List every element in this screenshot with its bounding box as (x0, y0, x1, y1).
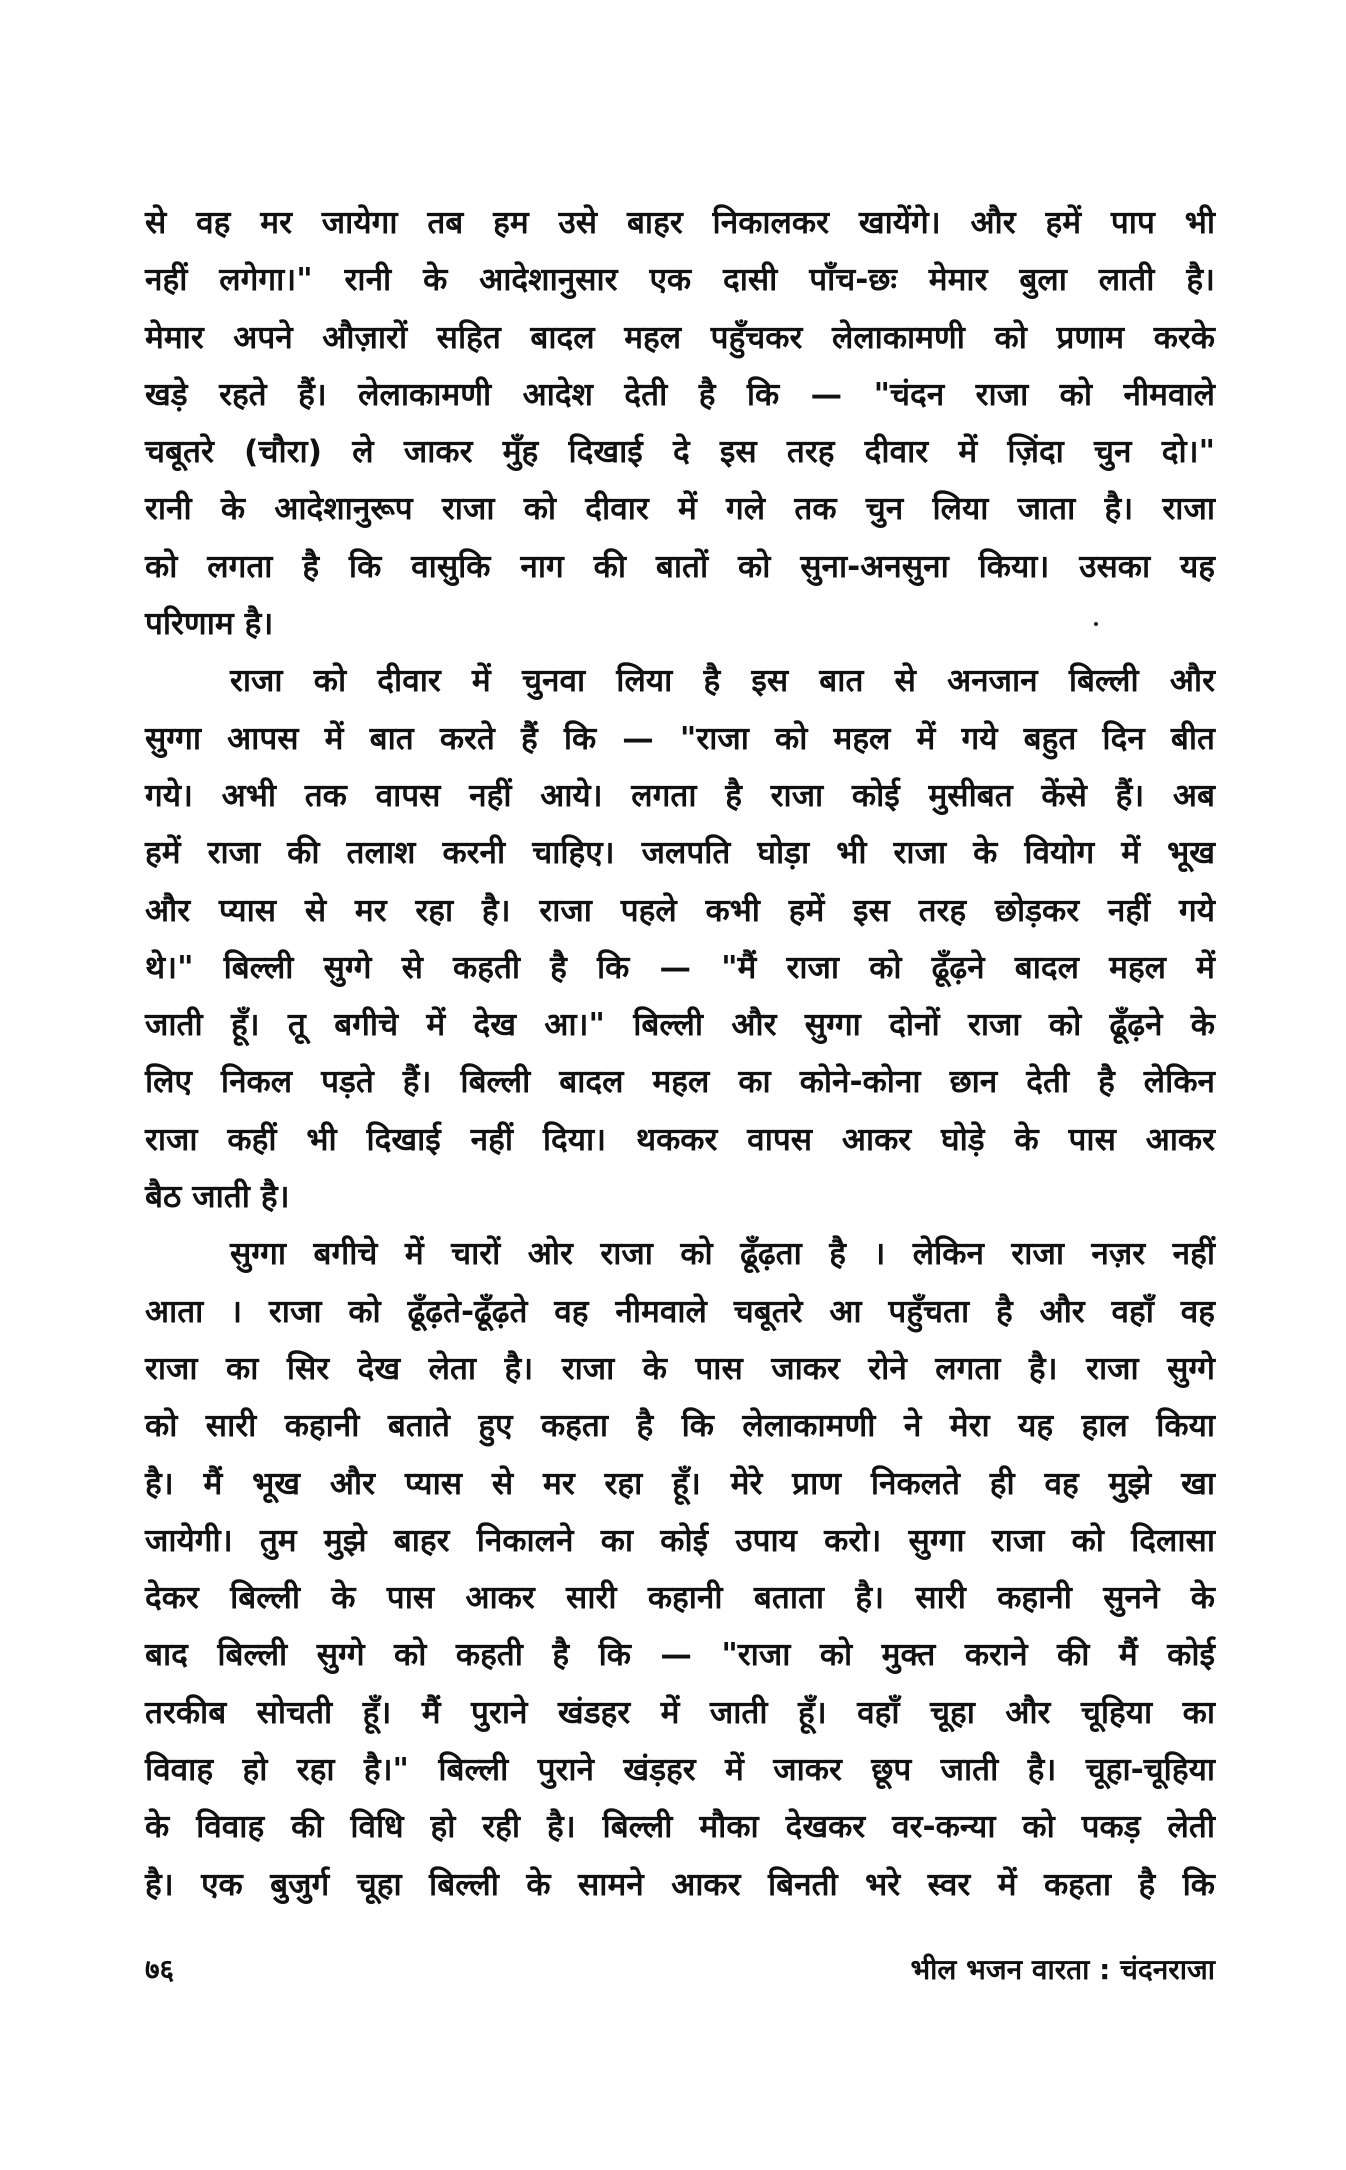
text-line: नहीं लगेगा।" रानी के आदेशानुसार एक दासी पाँच-छः मेमार बुला लाती है। (145, 262, 1215, 299)
text-line: और प्यास से मर रहा है। राजा पहले कभी हमें इस तरह छोड़कर नहीं गये (145, 892, 1215, 929)
text-line: लिए निकल पड़ते हैं। बिल्ली बादल महल का कोने-कोना छान देती है लेकिन (145, 1064, 1215, 1101)
text-line: आता । राजा को ढूँढ़ते-ढूँढ़ते वह नीमवाले चबूतरे आ पहुँचता है और वहाँ वह (145, 1293, 1215, 1330)
text-line: थे।" बिल्ली सुग्गे से कहती है कि — "मैं राजा को ढूँढ़ने बादल महल में (145, 949, 1215, 986)
text-line: सुग्गा बगीचे में चारों ओर राजा को ढूँढ़ता है । लेकिन राजा नज़र नहीं (230, 1236, 1215, 1273)
paragraph-3 (145, 1226, 1215, 1914)
text-line: को सारी कहानी बताते हुए कहता है कि लेलाकामणी ने मेरा यह हाल किया (145, 1408, 1215, 1445)
text-line: सुग्गा आपस में बात करते हैं कि — "राजा को महल में गये बहुत दिन बीत (145, 720, 1215, 757)
text-line: जायेगी। तुम मुझे बाहर निकालने का कोई उपाय करो। सुग्गा राजा को दिलासा (145, 1522, 1215, 1559)
text-line: है। एक बुजुर्ग चूहा बिल्ली के सामने आकर बिनती भरे स्वर में कहता है कि (145, 1866, 1215, 1903)
text-line: चबूतरे (चौरा) ले जाकर मुँह दिखाई दे इस तरह दीवार में ज़िंदा चुन दो।" (145, 434, 1215, 471)
text-line: से वह मर जायेगा तब हम उसे बाहर निकालकर खायेंगे। और हमें पाप भी (145, 205, 1215, 241)
text-line: राजा का सिर देख लेता है। राजा के पास जाकर रोने लगता है। राजा सुग्गे (145, 1350, 1215, 1387)
text-line: मेमार अपने औज़ारों सहित बादल महल पहुँचकर लेलाकामणी को प्रणाम करके (145, 319, 1215, 356)
text-line: खड़े रहते हैं। लेलाकामणी आदेश देती है कि — "चंदन राजा को नीमवाले (145, 376, 1215, 413)
text-line: राजा कहीं भी दिखाई नहीं दिया। थककर वापस आकर घोड़े के पास आकर (145, 1121, 1215, 1158)
text-line: है। मैं भूख और प्यास से मर रहा हूँ। मेरे प्राण निकलते ही वह मुझे खा (145, 1465, 1215, 1502)
page-footer (145, 1945, 1215, 1995)
page-number: ७६ (145, 1953, 175, 1986)
text-line: देकर बिल्ली के पास आकर सारी कहानी बताता है। सारी कहानी सुनने के (145, 1580, 1215, 1617)
text-line: बाद बिल्ली सुग्गे को कहती है कि — "राजा को मुक्त कराने की मैं कोई (145, 1637, 1215, 1674)
text-line: परिणाम है। (145, 606, 274, 643)
text-line: हमें राजा की तलाश करनी चाहिए। जलपति घोड़ा भी राजा के वियोग में भूख (145, 835, 1215, 872)
text-line: को लगता है कि वासुकि नाग की बातों को सुना-अनसुना किया। उसका यह (145, 548, 1215, 585)
body-text (145, 195, 1215, 1914)
paragraph-1 (145, 195, 1215, 653)
text-line: विवाह हो रहा है।" बिल्ली पुराने खंड़हर में जाकर छूप जाती है। चूहा-चूहिया (145, 1752, 1215, 1789)
text-line: जाती हूँ। तू बगीचे में देख आ।" बिल्ली और सुग्गा दोनों राजा को ढूँढ़ने के (145, 1007, 1215, 1044)
text-line: राजा को दीवार में चुनवा लिया है इस बात से अनजान बिल्ली और (230, 663, 1215, 700)
paragraph-2 (145, 653, 1215, 1226)
text-line: गये। अभी तक वापस नहीं आये। लगता है राजा कोई मुसीबत केंसे हैं। अब (145, 777, 1215, 814)
text-line: रानी के आदेशानुरूप राजा को दीवार में गले तक चुन लिया जाता है। राजा (145, 491, 1215, 528)
running-title: भील भजन वारता : चंदनराजा (910, 1953, 1215, 1986)
text-line: बैठ जाती है। (145, 1179, 290, 1216)
print-speck (1094, 622, 1098, 626)
text-line: तरकीब सोचती हूँ। मैं पुराने खंडहर में जाती हूँ। वहाँ चूहा और चूहिया का (145, 1694, 1215, 1731)
text-line: के विवाह की विधि हो रही है। बिल्ली मौका देखकर वर-कन्या को पकड़ लेती (145, 1809, 1215, 1846)
